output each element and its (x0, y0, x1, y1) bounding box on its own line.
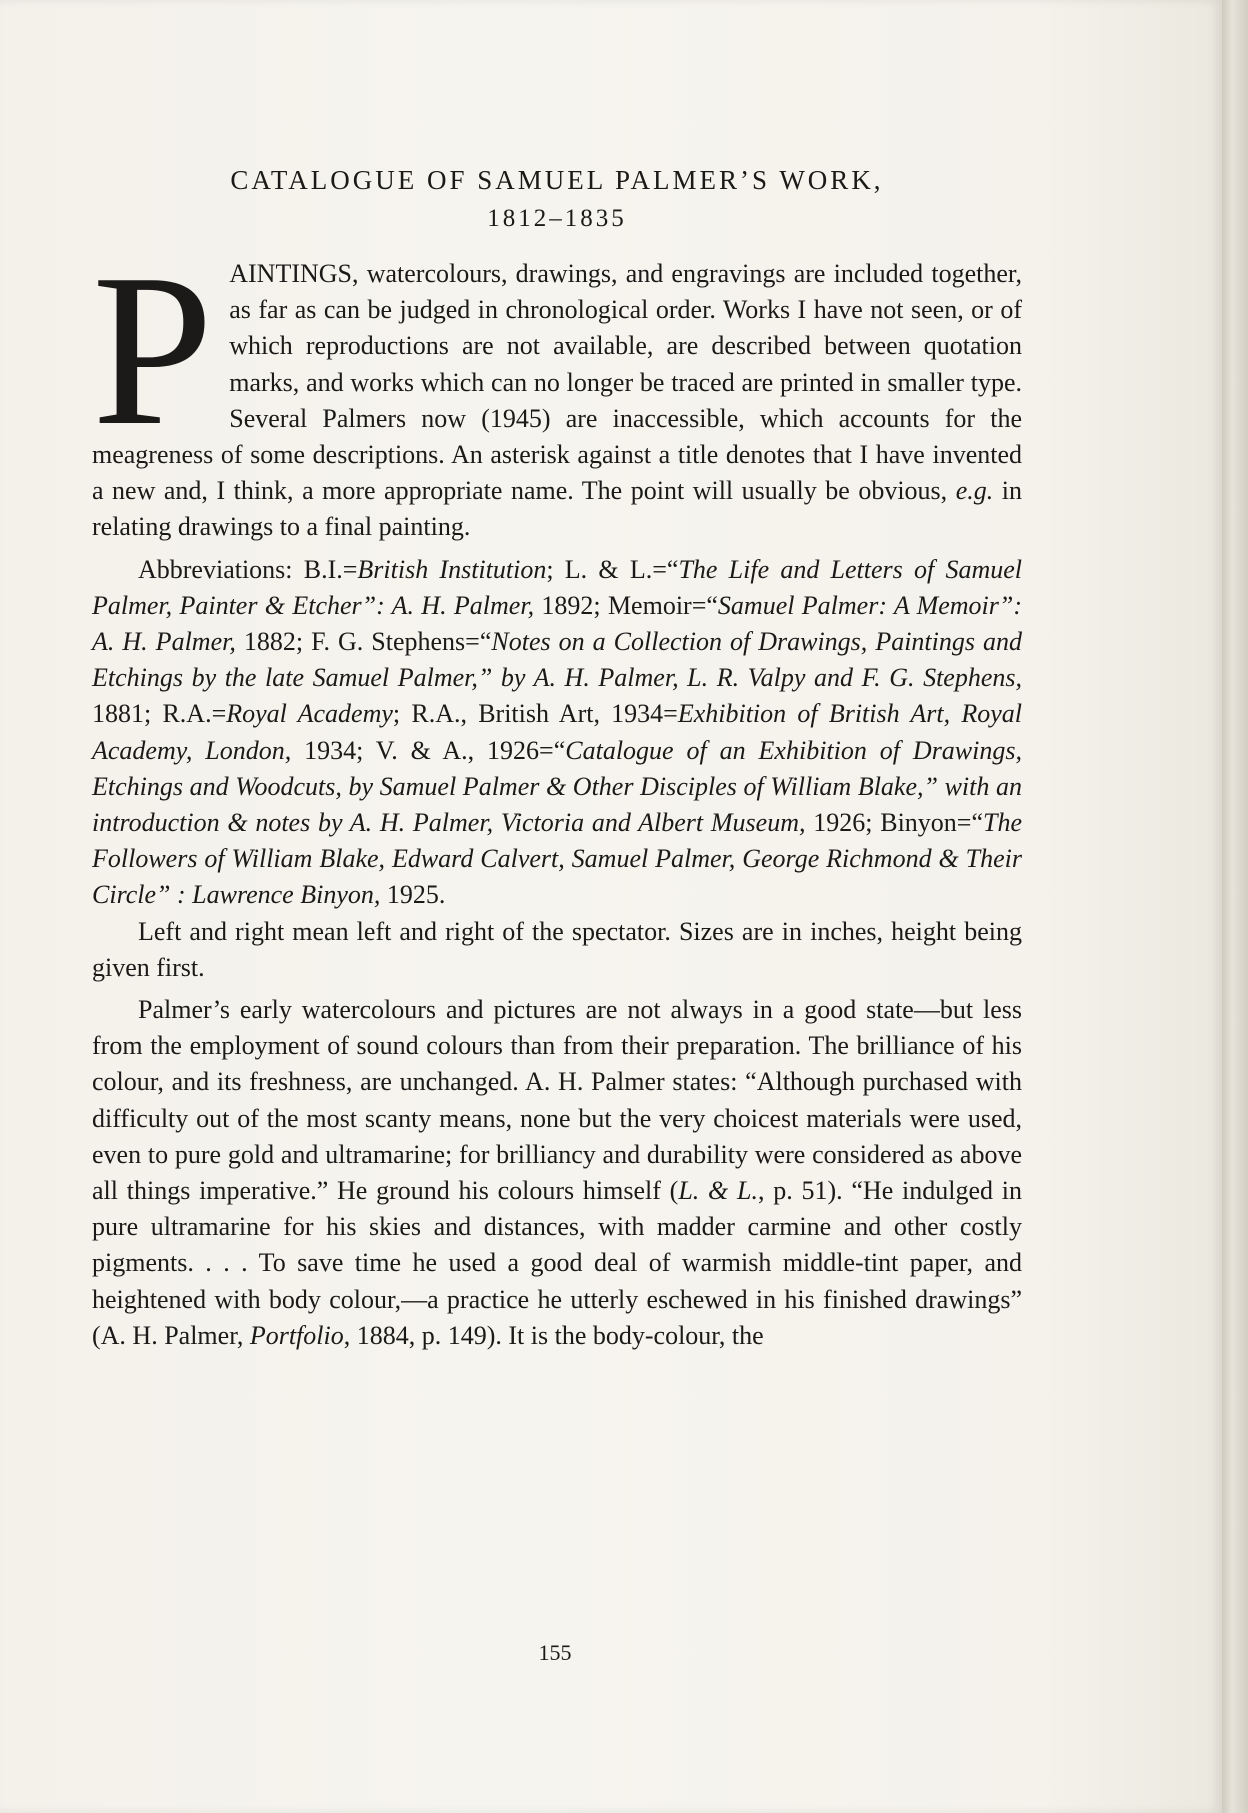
abbreviations-paragraph (92, 552, 1022, 914)
palmer-materials-paragraph (92, 992, 1022, 1354)
abbrev-italic-6: Exhibition of British Art, Royal Academy, London, (92, 699, 1022, 765)
palmer-italic-1: L. & L. (678, 1176, 758, 1206)
abbrev-italic-7: Catalogue of an Exhibition of Drawings, Etchings and Woodcuts, by Samuel Palmer & Other Disciples of William Blake,” with an introduction & notes by A. H. Palmer, Victoria and Albert Museum, (92, 735, 1022, 838)
abbrev-italic-5: Royal Academy (226, 699, 393, 729)
abbrev-text-2: ; L. & L.=“ (546, 554, 679, 584)
abbrev-italic-8: The Followers of William Blake, Edward Calvert, Samuel Palmer, George Richmond & Their Circle” : Lawrence Binyon, (92, 808, 1022, 910)
page-edge (1222, 0, 1248, 1813)
page-title: CATALOGUE OF SAMUEL PALMER’S WORK, (230, 165, 884, 195)
abbrev-text-1: Abbreviations: B.I.= (138, 554, 358, 584)
abbrev-text-8: 1926; Binyon=“ (805, 808, 983, 838)
abbrev-text-3: 1892; Memoir=“ (534, 590, 718, 620)
text-block (92, 160, 1022, 1354)
abbrev-text-9: 1925. (380, 880, 446, 910)
abbrev-text-5: 1881; R.A.= (92, 699, 227, 729)
page-number: 155 (538, 1640, 572, 1665)
sizes-paragraph: Left and right mean left and right of the spectator. Sizes are in inches, height being given first. (92, 916, 1022, 982)
abbrev-italic-2: The Life and Letters of Samuel Palmer, Painter & Etcher”: A. H. Palmer, (92, 554, 1022, 620)
intro-paragraph (92, 230, 1022, 546)
palmer-text-1: Palmer’s early watercolours and pictures are not always in a good state—but less from the employment of sound colours than from their preparation. The brilliance of his colour, and its freshness, are unchanged. A. H. Palmer states: “Although purchased with difficulty out of the most scanty means, none but the very choicest materials were used, even to pure gold and ultramarine; for brilliancy and durability were considered as above all things imperative.” He ground his colours himself ( (92, 995, 1022, 1206)
palmer-text-2: , p. 51). “He indulged in pure ultramarine for his skies and distances, with madder carmine and other costly pigments. . . . To save time he used a good deal of warmish middle-tint paper, and heightened with body colour,—a practice he utterly eschewed in his finished drawings” (A. H. Palmer, (92, 1176, 1022, 1350)
palmer-italic-2: Portfolio (249, 1320, 344, 1350)
intro-opening-caps: AINTINGS, (229, 259, 359, 288)
palmer-text-3: , 1884, p. 149). It is the body-colour, the (343, 1320, 764, 1350)
drop-cap: P (92, 230, 214, 471)
abbrev-italic-4: Notes on a Collection of Drawings, Paintings and Etchings by the late Samuel Palmer,” by A. H. Palmer, L. R. Valpy and F. G. Stephens, (92, 627, 1023, 693)
abbrev-text-4: 1882; F. G. Stephens=“ (235, 627, 492, 657)
abbrev-italic-1: British Institution (357, 554, 547, 584)
abbrev-text-7: 1934; V. & A., 1926=“ (291, 735, 566, 765)
abbrev-text-6: ; R.A., British Art, 1934= (392, 699, 678, 729)
page-subtitle-dates: 1812–1835 (487, 205, 627, 232)
intro-text: watercolours, drawings, and engravings are included together, as far as can be judged in chronological order. Works I have not seen, or of which reproductions are not available, are described between quotation marks, and works which can no longer be traced are printed in smaller type. Several Palmers now (1945) are inaccessible, which accounts for the meagreness of some descriptions. An asterisk against a title denotes that I have invented a new and, I think, a more appropriate name. The point will usually be obvious, (92, 259, 1022, 506)
abbrev-italic-3: Samuel Palmer: A Memoir”: A. H. Palmer, (92, 590, 1023, 657)
intro-tail: in relating drawings to a final painting. (92, 476, 1022, 542)
intro-eg: e.g. (955, 476, 994, 506)
